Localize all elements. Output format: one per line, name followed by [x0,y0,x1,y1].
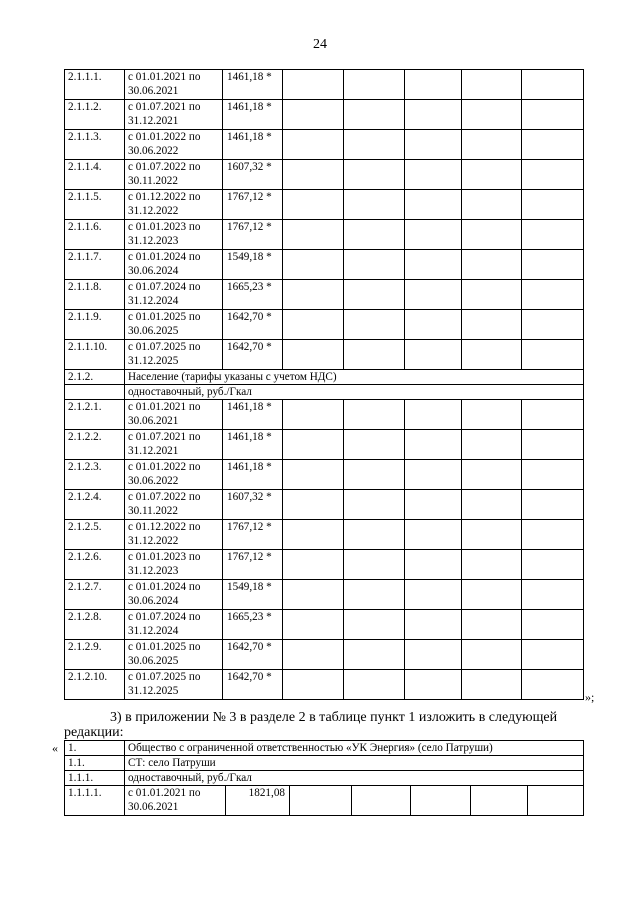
empty-cell [405,280,462,310]
empty-cell [344,430,405,460]
row-num: 1.1.1. [65,771,125,786]
row-period [125,580,223,610]
row-num: 2.1.1.8. [65,280,125,310]
table-row [65,786,584,816]
row-period [125,280,223,310]
empty-cell [405,490,462,520]
empty-cell [283,250,344,280]
table-row [65,310,584,340]
row-period [125,610,223,640]
row-period [125,130,223,160]
row-text: СТ: село Патруши [125,756,584,771]
period-from: с 01.01.2023 по [128,551,201,563]
empty-cell [522,610,584,640]
row-period [125,670,223,700]
empty-cell [283,610,344,640]
period-to: 31.12.2021 [128,115,179,127]
row-num: 2.1.2.2. [65,430,125,460]
row-value: 1767,12 * [223,220,283,250]
empty-cell [522,310,584,340]
empty-cell [344,670,405,700]
row-period [125,220,223,250]
period-to: 30.06.2021 [128,85,179,97]
period-from: с 01.12.2022 по [128,521,201,533]
empty-cell [405,70,462,100]
row-num: 2.1.2.8. [65,610,125,640]
empty-cell [344,610,405,640]
empty-cell [344,580,405,610]
table-row [65,250,584,280]
empty-cell [283,310,344,340]
empty-cell [405,550,462,580]
row-value: 1461,18 * [223,430,283,460]
empty-cell [405,190,462,220]
empty-cell [471,786,528,816]
empty-cell [283,430,344,460]
table-row [65,520,584,550]
period-from: с 01.07.2025 по [128,341,201,353]
empty-cell [522,160,584,190]
period-from: с 01.01.2025 по [128,641,201,653]
empty-cell [283,340,344,370]
empty-cell [344,640,405,670]
table-row [65,741,584,756]
row-num: 2.1.2.1. [65,400,125,430]
row-period [125,550,223,580]
empty-cell [462,190,522,220]
row-period [125,160,223,190]
row-num: 1.1. [65,756,125,771]
empty-cell [344,160,405,190]
empty-cell [522,100,584,130]
empty-cell [405,640,462,670]
empty-cell [522,250,584,280]
empty-cell [283,580,344,610]
empty-cell [462,460,522,490]
row-num: 2.1.2.4. [65,490,125,520]
empty-cell [344,100,405,130]
row-period [125,100,223,130]
table-row [65,220,584,250]
empty-cell [283,400,344,430]
empty-cell [411,786,471,816]
opening-quote: « [52,741,58,755]
period-to: 30.06.2022 [128,475,179,487]
period-from: с 01.01.2021 по [128,787,201,799]
paragraph-line1: 3) в приложении № 3 в разделе 2 в таблице пункт 1 изложить в следующей [110,710,558,725]
empty-cell [522,190,584,220]
empty-cell [462,610,522,640]
row-value: 1607,32 * [223,160,283,190]
row-num: 2.1.2.3. [65,460,125,490]
row-num: 2.1.1.10. [65,340,125,370]
row-period [125,250,223,280]
empty-cell [528,786,584,816]
period-from: с 01.01.2022 по [128,131,201,143]
row-period [125,400,223,430]
table-row [65,580,584,610]
empty-cell [283,670,344,700]
empty-cell [522,430,584,460]
row-num: 1.1.1.1. [65,786,125,816]
period-from: с 01.01.2024 по [128,581,201,593]
row-num: 2.1.2.10. [65,670,125,700]
row-period [125,310,223,340]
closing-mark: »; [585,690,595,704]
row-value: 1642,70 * [223,310,283,340]
empty-cell [462,640,522,670]
section-title: Население (тарифы указаны с учетом НДС) [125,370,584,385]
period-from: с 01.01.2025 по [128,311,201,323]
empty-cell [283,640,344,670]
row-num: 2.1.1.5. [65,190,125,220]
empty-cell [462,670,522,700]
empty-cell [344,400,405,430]
table-row [65,190,584,220]
row-period [125,490,223,520]
empty-cell [405,520,462,550]
period-from: с 01.07.2021 по [128,101,201,113]
tariff-table [64,69,584,700]
section-sub: одноставочный, руб./Гкал [125,385,584,400]
empty-cell [405,250,462,280]
row-value: 1767,12 * [223,550,283,580]
row-value: 1767,12 * [223,190,283,220]
row-value: 1767,12 * [223,520,283,550]
empty-cell [283,100,344,130]
row-num: 2.1.2.9. [65,640,125,670]
row-period [125,786,226,816]
empty-cell [344,340,405,370]
table-row-subsection [65,385,584,400]
empty-cell [405,160,462,190]
empty-cell [462,550,522,580]
new-edition-table [64,740,584,816]
empty-cell [462,70,522,100]
period-to: 31.12.2022 [128,205,179,217]
row-num: 2.1.1.1. [65,70,125,100]
row-value: 1665,23 * [223,280,283,310]
period-to: 31.12.2023 [128,235,179,247]
empty-cell [462,160,522,190]
empty-cell [522,130,584,160]
period-to: 30.06.2024 [128,265,179,277]
row-value: 1549,18 * [223,580,283,610]
empty-cell [522,220,584,250]
empty-cell [405,220,462,250]
empty-cell [405,460,462,490]
table-row [65,430,584,460]
row-period [125,340,223,370]
empty-cell [462,400,522,430]
row-num: 2.1.2.6. [65,550,125,580]
empty-cell [522,580,584,610]
table-row [65,670,584,700]
empty-cell [352,786,411,816]
period-from: с 01.07.2021 по [128,431,201,443]
paragraph-line2: редакции: [64,725,124,740]
empty-cell [344,520,405,550]
empty-cell [462,130,522,160]
empty-cell [462,220,522,250]
row-period [125,70,223,100]
empty-cell [522,550,584,580]
table-row [65,400,584,430]
period-to: 30.06.2025 [128,325,179,337]
table-row [65,70,584,100]
table-row [65,340,584,370]
empty-cell [283,220,344,250]
period-from: с 01.01.2024 по [128,251,201,263]
period-to: 30.06.2022 [128,145,179,157]
period-to: 30.06.2025 [128,655,179,667]
row-period [125,190,223,220]
empty-cell [283,130,344,160]
row-num: 2.1.1.4. [65,160,125,190]
empty-cell [462,430,522,460]
row-value: 1461,18 * [223,400,283,430]
empty-cell [522,640,584,670]
empty-cell [344,310,405,340]
row-value: 1461,18 * [223,70,283,100]
period-to: 30.06.2021 [128,415,179,427]
empty-cell [405,580,462,610]
table-row [65,100,584,130]
empty-cell [522,340,584,370]
row-num: 2.1.1.9. [65,310,125,340]
row-value: 1461,18 * [223,130,283,160]
table-row [65,610,584,640]
empty-cell [290,786,352,816]
row-num: 2.1.1.3. [65,130,125,160]
page-number: 24 [313,37,327,52]
period-to: 30.11.2022 [128,175,178,187]
row-value: 1642,70 * [223,340,283,370]
empty-cell [405,310,462,340]
period-from: с 01.07.2022 по [128,161,201,173]
empty-cell [462,520,522,550]
row-value: 1821,08 [226,786,290,816]
empty-cell [522,460,584,490]
empty-cell [405,610,462,640]
table-row [65,756,584,771]
empty-cell [283,550,344,580]
period-to: 30.06.2021 [128,801,179,813]
empty-cell [344,130,405,160]
period-from: с 01.01.2021 по [128,401,201,413]
table-row [65,490,584,520]
row-value: 1642,70 * [223,670,283,700]
table-row [65,550,584,580]
period-to: 31.12.2023 [128,565,179,577]
row-num: 2.1.2.7. [65,580,125,610]
period-to: 31.12.2021 [128,445,179,457]
row-period [125,460,223,490]
period-from: с 01.12.2022 по [128,191,201,203]
table-row [65,640,584,670]
empty-cell [344,70,405,100]
row-period [125,640,223,670]
empty-cell [283,460,344,490]
row-num: 2.1.2.5. [65,520,125,550]
row-num: 2.1.1.7. [65,250,125,280]
period-from: с 01.07.2025 по [128,671,201,683]
empty-cell [344,550,405,580]
empty-cell [405,670,462,700]
period-to: 31.12.2022 [128,535,179,547]
row-value: 1549,18 * [223,250,283,280]
row-value: 1461,18 * [223,460,283,490]
row-value: 1642,70 * [223,640,283,670]
table-row-section [65,370,584,385]
table-row [65,160,584,190]
empty-cell [405,430,462,460]
row-text: одноставочный, руб./Гкал [125,771,584,786]
empty-cell [344,490,405,520]
empty-cell [522,280,584,310]
period-from: с 01.07.2024 по [128,281,201,293]
row-value: 1461,18 * [223,100,283,130]
period-from: с 01.07.2022 по [128,491,201,503]
row-text: Общество с ограниченной ответственностью «УК Энергия» (село Патруши) [125,741,584,756]
empty-cell [405,100,462,130]
empty-cell [344,220,405,250]
empty-cell [283,490,344,520]
empty-cell [462,100,522,130]
row-num: 1. [65,741,125,756]
row-num: 2.1.1.6. [65,220,125,250]
period-from: с 01.01.2021 по [128,71,201,83]
row-num: 2.1.1.2. [65,100,125,130]
section-num: 2.1.2. [65,370,125,385]
empty-cell [462,280,522,310]
empty-cell [522,670,584,700]
empty-cell [283,70,344,100]
period-to: 30.06.2024 [128,595,179,607]
period-to: 31.12.2025 [128,685,179,697]
period-from: с 01.01.2023 по [128,221,201,233]
row-period [125,520,223,550]
section-sub-empty [65,385,125,400]
row-period [125,430,223,460]
empty-cell [405,130,462,160]
empty-cell [462,340,522,370]
empty-cell [344,250,405,280]
empty-cell [344,190,405,220]
empty-cell [522,490,584,520]
period-to: 31.12.2024 [128,295,179,307]
empty-cell [344,280,405,310]
period-to: 31.12.2025 [128,355,179,367]
table-row [65,130,584,160]
empty-cell [283,520,344,550]
period-from: с 01.07.2024 по [128,611,201,623]
empty-cell [405,400,462,430]
table-row [65,460,584,490]
empty-cell [283,190,344,220]
empty-cell [283,280,344,310]
empty-cell [462,250,522,280]
empty-cell [462,490,522,520]
empty-cell [462,580,522,610]
empty-cell [462,310,522,340]
empty-cell [522,70,584,100]
period-to: 31.12.2024 [128,625,179,637]
empty-cell [405,340,462,370]
period-to: 30.11.2022 [128,505,178,517]
empty-cell [344,460,405,490]
row-value: 1607,32 * [223,490,283,520]
empty-cell [283,160,344,190]
row-value: 1665,23 * [223,610,283,640]
period-from: с 01.01.2022 по [128,461,201,473]
empty-cell [522,400,584,430]
empty-cell [522,520,584,550]
table-row [65,280,584,310]
table-row [65,771,584,786]
